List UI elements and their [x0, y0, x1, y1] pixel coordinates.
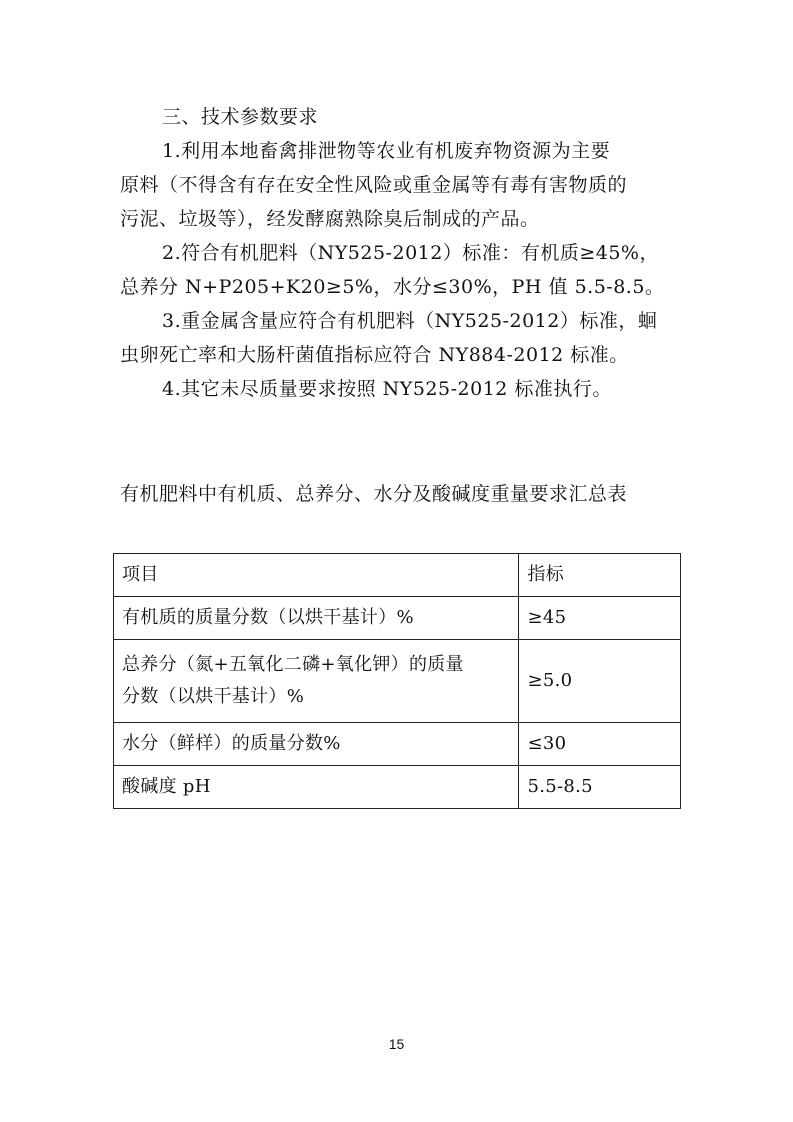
fertilizer-spec-table	[113, 553, 681, 809]
cell-item-line: 酸碱度 pH	[122, 776, 211, 797]
table-caption: 有机肥料中有机质、总养分、水分及酸碱度重量要求汇总表	[120, 483, 628, 505]
paragraph-4	[120, 372, 680, 406]
header-cell-item: 项目	[114, 554, 519, 597]
paragraph-line: 3.重金属含量应符合有机肥料（NY525-2012）标准，蛔	[162, 310, 658, 332]
paragraph-line: 总养分 N+P205+K20≥5%，水分≤30%，PH 值 5.5-8.5。	[120, 276, 665, 298]
cell-item	[114, 597, 519, 640]
cell-index: ≥45	[519, 597, 681, 640]
cell-item-line: 有机质的质量分数（以烘干基计）%	[122, 607, 414, 628]
cell-item-line: 总养分（氮+五氧化二磷+氧化钾）的质量	[122, 654, 464, 675]
cell-item	[114, 723, 519, 766]
cell-item	[114, 640, 519, 723]
paragraph-line: 污泥、垃圾等），经发酵腐熟除臭后制成的产品。	[120, 208, 540, 230]
table-header-row	[114, 554, 681, 597]
paragraph-1	[120, 134, 680, 236]
paragraph-line: 2.符合有机肥料（NY525-2012）标准：有机质≥45%，	[162, 242, 659, 264]
requirements-section	[120, 100, 680, 406]
paragraph-line: 1.利用本地畜禽排泄物等农业有机废弃物资源为主要	[162, 140, 611, 162]
cell-item-line: 水分（鲜样）的质量分数%	[122, 733, 341, 754]
cell-index: ≤30	[519, 723, 681, 766]
table-row	[114, 597, 681, 640]
paragraph-3	[120, 304, 680, 372]
table-row	[114, 766, 681, 809]
header-cell-index: 指标	[519, 554, 681, 597]
cell-item	[114, 766, 519, 809]
page-number: 15	[388, 1036, 405, 1052]
section-heading: 三、技术参数要求	[162, 106, 319, 128]
paragraph-line: 原料（不得含有存在安全性风险或重金属等有毒有害物质的	[120, 174, 628, 196]
paragraph-2	[120, 236, 680, 304]
table-row	[114, 723, 681, 766]
cell-index: 5.5-8.5	[519, 766, 681, 809]
paragraph-line: 4.其它未尽质量要求按照 NY525-2012 标准执行。	[162, 378, 612, 400]
table-row	[114, 640, 681, 723]
cell-index: ≥5.0	[519, 640, 681, 723]
paragraph-line: 虫卵死亡率和大肠杆菌值指标应符合 NY884-2012 标准。	[120, 344, 629, 366]
cell-item-line: 分数（以烘干基计）%	[122, 686, 305, 707]
